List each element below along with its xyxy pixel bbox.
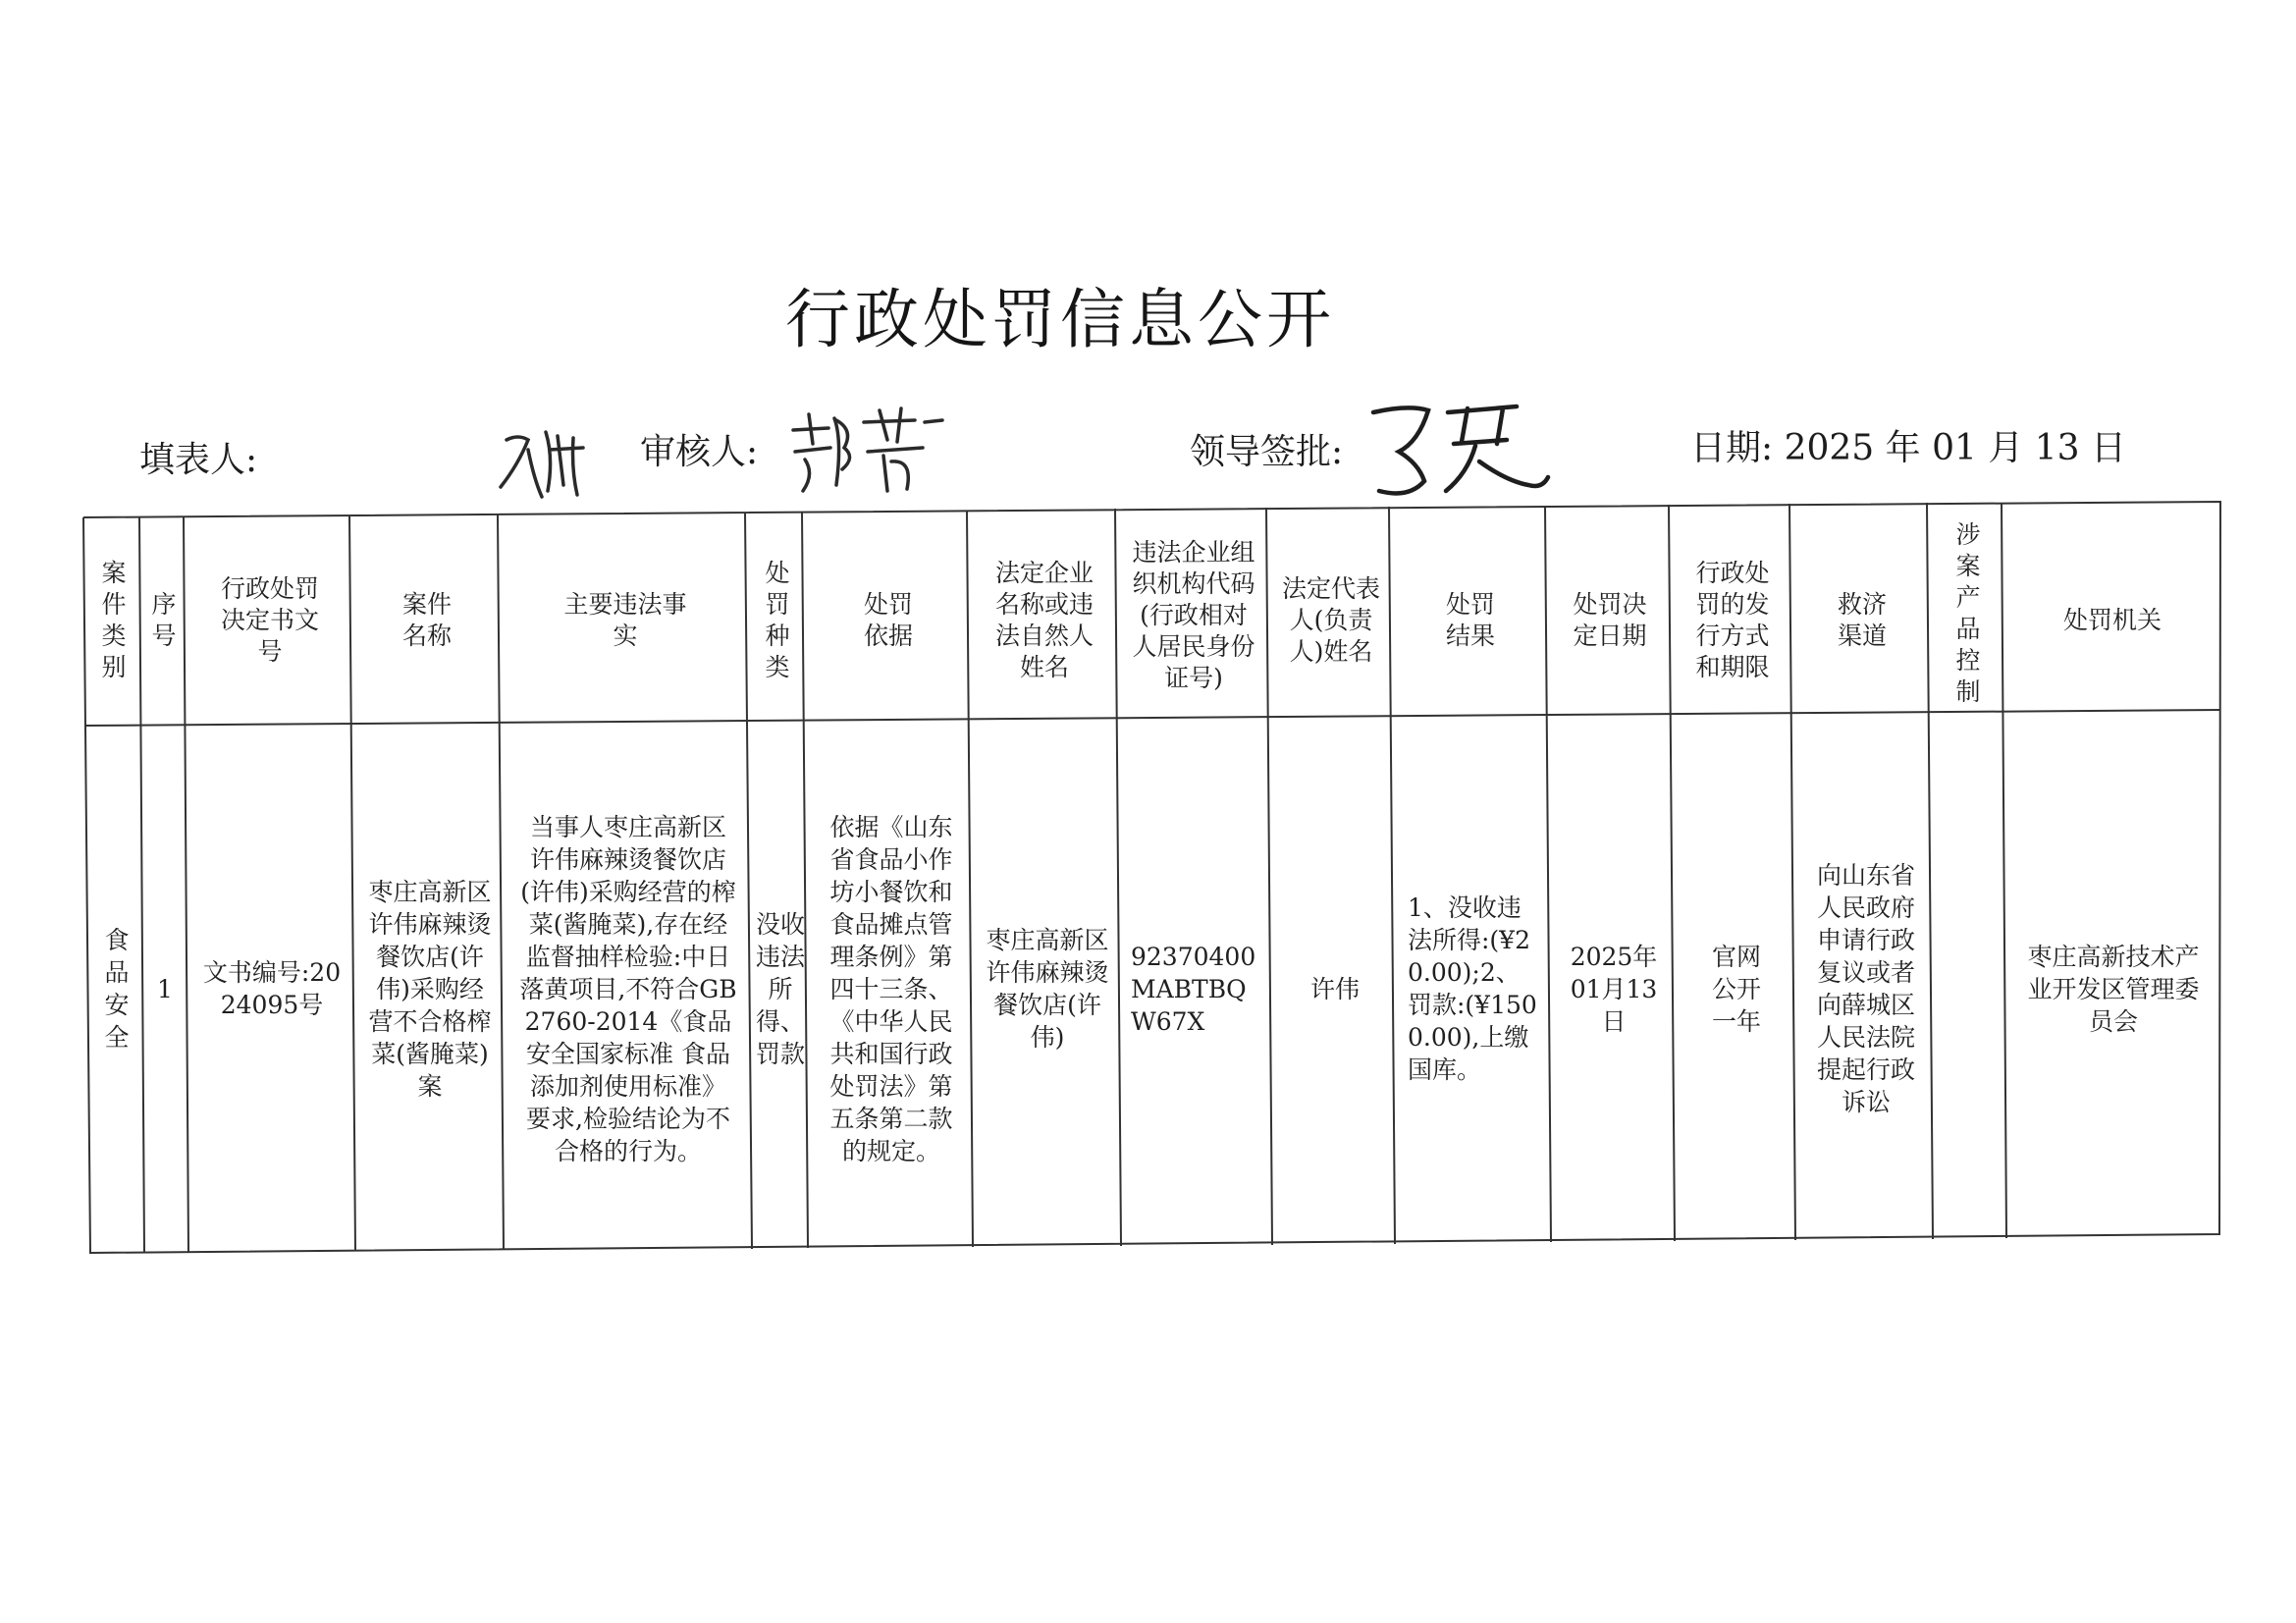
page-title: 行政处罚信息公开: [785, 282, 1335, 357]
cell-case-name: 枣庄高新区许伟麻辣烫餐饮店(许伟)采购经营不合格榨菜(酱腌菜)案: [368, 877, 492, 1101]
header-publish-method: 行政处罚的发行方式和期限: [1695, 559, 1770, 681]
header-main-facts: 主要违法事实: [563, 590, 687, 650]
cell-serial-no: 1: [157, 974, 173, 1003]
approver-label: 领导签批:: [1190, 432, 1344, 472]
cell-party-name: 枣庄高新区许伟麻辣烫餐饮店(许伟): [986, 926, 1109, 1052]
header-penalty-result: 处罚结果: [1445, 590, 1495, 650]
filler-label: 填表人:: [139, 440, 258, 480]
date-label: 日期: 2025 年 01 月 13 日: [1690, 428, 2127, 468]
cell-penalty-type: 没收违法所得、罚款: [756, 909, 806, 1068]
header-party-name: 法定企业名称或违法自然人姓名: [994, 559, 1094, 681]
cell-publish-method: 官网公开 一年: [1711, 942, 1761, 1036]
header-authority: 处罚机关: [2062, 606, 2162, 634]
cell-legal-rep: 许伟: [1309, 974, 1360, 1003]
cell-product-control: [1936, 729, 2006, 1249]
header-serial-no: 序号: [151, 590, 177, 650]
header-product-control: 涉案产品控制: [1955, 519, 1981, 706]
header-decision-no: 行政处罚决定书文号: [220, 574, 319, 666]
header-org-code: 违法企业组织机构代码(行政相对人居民身份证号): [1132, 538, 1255, 692]
header-decision-date: 处罚决定日期: [1573, 590, 1647, 650]
header-case-category: 案件类别: [101, 559, 127, 681]
cell-penalty-result: 1、没收违法所得:(¥20.00);2、罚款:(¥1500.00),上缴国库。: [1408, 893, 1537, 1084]
cell-decision-date: 2025年01月13日: [1570, 942, 1658, 1036]
cell-relief: 向山东省人民政府申请行政复议或者向薛城区人民法院提起行政诉讼: [1816, 861, 1915, 1116]
cell-org-code: 92370400MABTBQW67X: [1131, 942, 1256, 1036]
header-case-name: 案件名称: [401, 590, 452, 650]
cell-penalty-basis: 依据《山东省食品小作坊小餐饮和食品摊点管理条例》第四十三条、《中华人民共和国行政处罚法》第五条第二款的规定。: [829, 812, 953, 1165]
cell-main-facts: 当事人枣庄高新区许伟麻辣烫餐饮店(许伟)采购经营的榨菜(酱腌菜),存在经监督抽样检验:中日落黄项目,不符合GB2760-2014《食品安全国家标准 食品添加剂使用标准》要求,检验结论为不合格的行为。: [519, 812, 737, 1165]
header-relief: 救济渠道: [1837, 590, 1887, 650]
cell-authority: 枣庄高新技术产业开发区管理委员会: [2027, 942, 2200, 1036]
reviewer-label: 审核人:: [640, 432, 759, 472]
header-legal-rep: 法定代表人(负责人)姓名: [1281, 574, 1380, 666]
cell-decision-no: 文书编号:2024095号: [202, 958, 342, 1019]
header-penalty-basis: 处罚依据: [863, 590, 913, 650]
header-penalty-type: 处罚种类: [765, 559, 790, 681]
cell-case-category: 食品安全: [104, 926, 130, 1052]
